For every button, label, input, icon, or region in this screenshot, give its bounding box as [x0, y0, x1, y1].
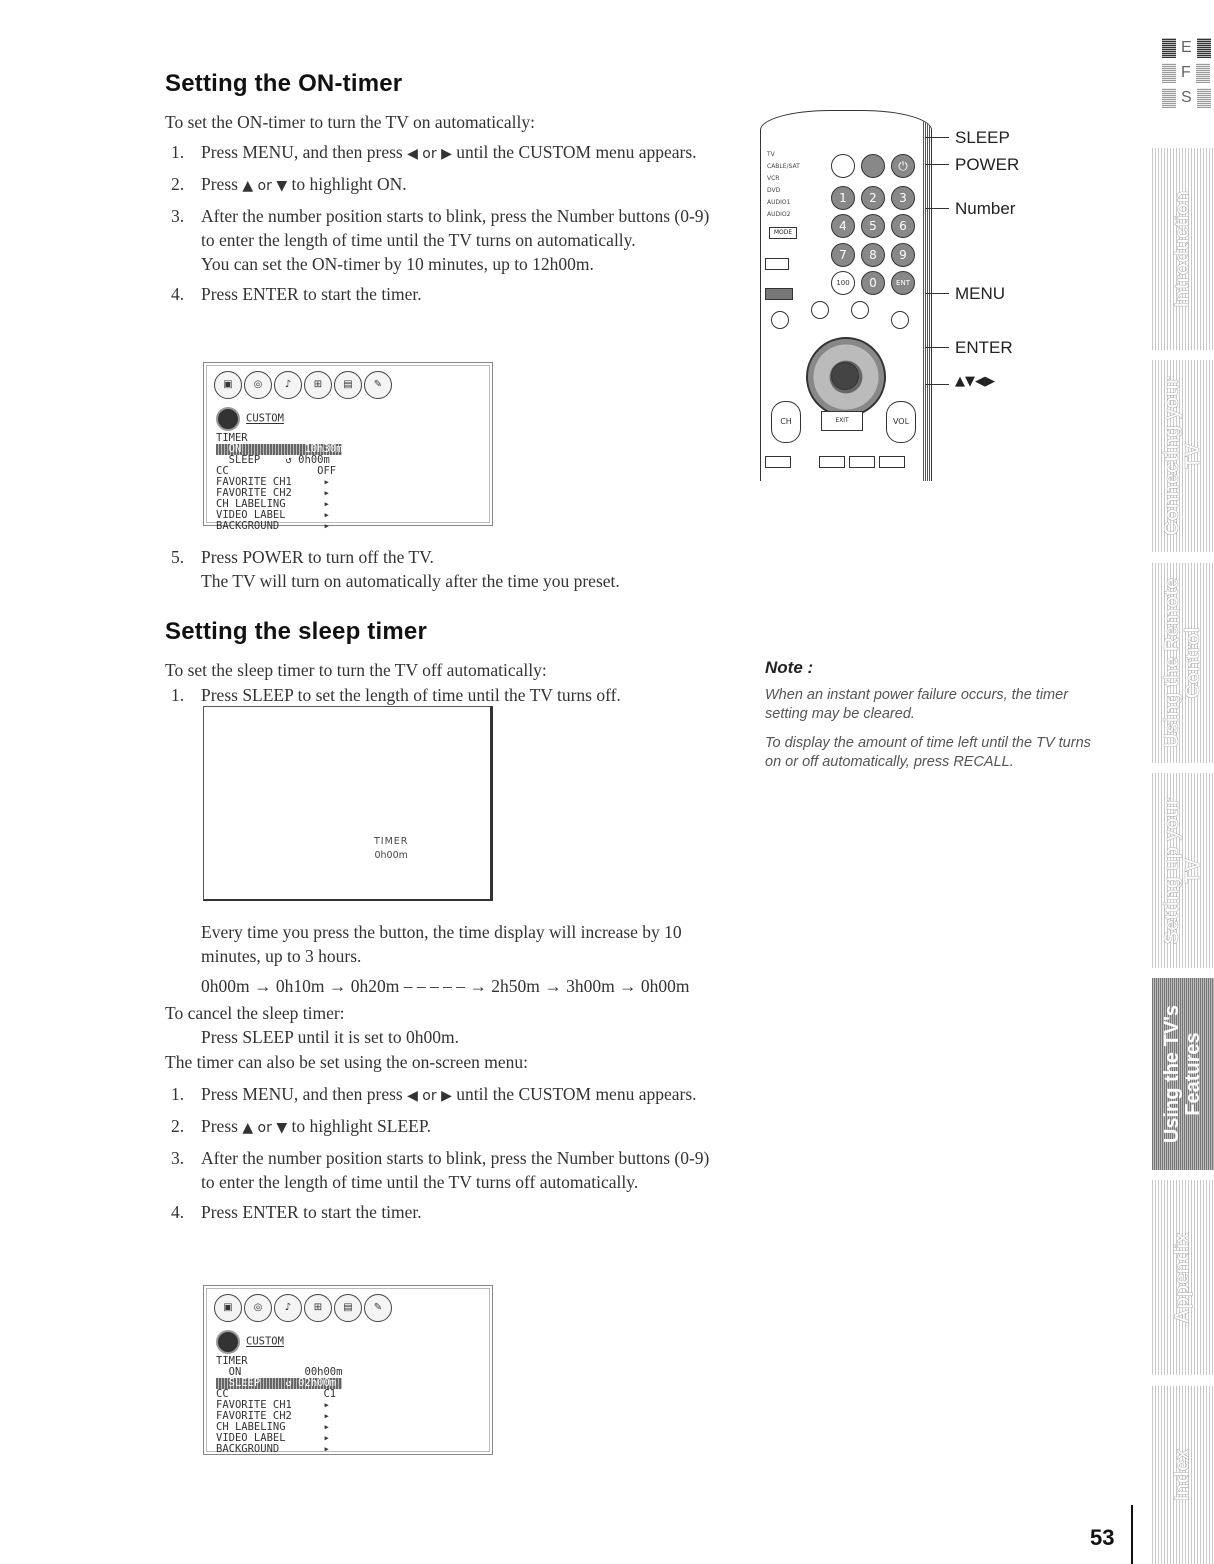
- osd-row: TIMER: [216, 1355, 248, 1367]
- note-line-1: When an instant power failure occurs, the timer setting may be cleared.: [765, 687, 1069, 722]
- osd-menu-icons: [214, 1294, 392, 1322]
- sleep-button: [861, 154, 885, 178]
- language-tab-spanish[interactable]: S: [1162, 85, 1214, 110]
- callout-enter: ENTER: [955, 338, 1013, 357]
- up-down-arrows-icon: ▲ or ▼: [242, 178, 288, 194]
- light-button: [831, 154, 855, 178]
- audio-icon: ◎: [244, 371, 272, 399]
- osd-row: TIMER: [216, 432, 248, 444]
- enter-button: [831, 362, 859, 390]
- sleep-timer-intro: To set the sleep timer to turn the TV off automatically:: [165, 660, 547, 680]
- page-number: 53: [1090, 1525, 1115, 1550]
- osd-row: VIDEO LABEL ▸: [216, 509, 330, 521]
- menu-intro: The timer can also be set using the on-screen menu:: [165, 1052, 529, 1072]
- audio-icon: ◎: [244, 1294, 272, 1322]
- cancel-intro: To cancel the sleep timer:: [165, 1003, 345, 1023]
- tab-connecting-your-tv[interactable]: Connecting your TV: [1152, 360, 1214, 552]
- callout-sleep: SLEEP: [955, 128, 1010, 147]
- number-5-button: 5: [861, 214, 885, 238]
- osd-row-highlighted: ON 10h30m: [216, 443, 343, 455]
- osd-row: BACKGROUND ▸: [216, 520, 330, 532]
- sleep-timer-menu-steps: [165, 1082, 725, 1224]
- number-8-button: 8: [861, 243, 885, 267]
- list-item: 1. Press MENU, and then press ◀ or ▶ until the CUSTOM menu appears.: [171, 1084, 697, 1104]
- picture-icon: ▣: [214, 371, 242, 399]
- sleep-timer-screen: [203, 706, 493, 901]
- recall-bottom-button: [849, 456, 875, 468]
- callout-menu: MENU: [955, 284, 1006, 303]
- hundred-button: 100: [831, 271, 855, 295]
- input-button: [819, 456, 845, 468]
- music-icon: ♪: [274, 1294, 302, 1322]
- tab-using-the-tvs-features[interactable]: Using the TV's Features: [1152, 978, 1214, 1170]
- osd-row: FAVORITE CH2 ▸: [216, 487, 330, 499]
- note-heading: Note :: [765, 658, 814, 677]
- number-3-button: 3: [891, 186, 915, 210]
- list-item: 1. Press MENU, and then press ◀ or ▶ until the CUSTOM menu appears.: [171, 142, 697, 162]
- language-tab-english[interactable]: E: [1162, 35, 1214, 60]
- list-item: 3. After the number position starts to blink, press the Number buttons (0-9) to enter the length of time until the TV turns on automatically. You can set the ON-timer by 10 minutes, up to 12h00m.: [171, 206, 710, 274]
- custom-badge-icon: [216, 1330, 240, 1354]
- number-2-button: 2: [861, 186, 885, 210]
- number-4-button: 4: [831, 214, 855, 238]
- osd-row: CH LABELING ▸: [216, 1421, 330, 1433]
- custom-badge-icon: [216, 407, 240, 431]
- number-6-button: 6: [891, 214, 915, 238]
- left-right-arrows-icon: ◀ or ▶: [407, 1088, 452, 1104]
- tab-appendix[interactable]: Appendix: [1152, 1180, 1214, 1375]
- osd-row: VIDEO LABEL ▸: [216, 1432, 330, 1444]
- osd-menu-icons: [214, 371, 392, 399]
- sequence-text: 0h00m → 0h10m → 0h20m – – – – – → 2h50m → 3h00m → 0h00m: [201, 976, 690, 996]
- mode-button: MODE: [769, 227, 797, 239]
- exit-button: EXIT: [821, 411, 863, 431]
- osd-row: CC C1: [216, 1388, 337, 1400]
- guide-button: [771, 311, 789, 329]
- callout-number: Number: [955, 199, 1016, 218]
- note-line-2: To display the amount of time left until the TV turns on or off automatically, press RECALL.: [765, 735, 1091, 770]
- custom-icon: ▤: [334, 371, 362, 399]
- fav-scan-button: [891, 311, 909, 329]
- osd-custom-menu-on-timer: [203, 362, 493, 532]
- osd-row: ON 00h00m: [216, 1366, 343, 1378]
- edit-icon: ✎: [364, 371, 392, 399]
- setup-icon: ⊞: [304, 371, 332, 399]
- timer-label: TIMER: [374, 836, 409, 847]
- on-timer-step-5: [165, 545, 725, 593]
- on-timer-intro: To set the ON-timer to turn the TV on automatically:: [165, 112, 535, 132]
- left-right-arrows-icon: ◀ or ▶: [407, 146, 452, 162]
- osd-menu-list: [216, 407, 342, 532]
- tab-introduction[interactable]: Introduction: [1152, 148, 1214, 350]
- ch-rtn-button: [765, 456, 791, 468]
- tab-using-the-remote-control[interactable]: Using the Remote Control: [1152, 563, 1214, 763]
- osd-row: CC OFF: [216, 465, 337, 477]
- music-icon: ♪: [274, 371, 302, 399]
- every-time-text: Every time you press the button, the time display will increase by 10 minutes, up to 3 hours.: [201, 922, 682, 966]
- list-item: 4. Press ENTER to start the timer.: [171, 284, 422, 304]
- channel-rocker: CH: [771, 401, 801, 443]
- sleep-timer-step-1: [165, 683, 725, 707]
- osd-row: FAVORITE CH1 ▸: [216, 1399, 330, 1411]
- remote-control-illustration: [760, 110, 932, 481]
- list-item: 1. Press SLEEP to set the length of time until the TV turns off.: [171, 685, 621, 705]
- osd-menu-list: [216, 1330, 342, 1455]
- number-9-button: 9: [891, 243, 915, 267]
- timer-value: 0h00m: [374, 850, 408, 861]
- osd-row: SLEEP ↺ 0h00m: [216, 454, 330, 466]
- callout-power: POWER: [955, 155, 1020, 174]
- ent-button: ENT: [891, 271, 915, 295]
- osd-custom-menu-sleep: [203, 1285, 493, 1455]
- osd-row: BACKGROUND ▸: [216, 1443, 330, 1455]
- favorite-button: [851, 301, 869, 319]
- source-labels: TV CABLE/SAT VCR DVD AUDIO1 AUDIO2: [767, 151, 800, 218]
- custom-icon: ▤: [334, 1294, 362, 1322]
- volume-rocker: VOL: [886, 401, 916, 443]
- page-number-rule: [1131, 1505, 1133, 1564]
- menu-button: [765, 288, 793, 300]
- number-7-button: 7: [831, 243, 855, 267]
- section-heading-sleep-timer: Setting the sleep timer: [165, 618, 427, 645]
- section-heading-on-timer: Setting the ON-timer: [165, 70, 403, 97]
- osd-row-highlighted: SLEEP ↺ 02h00m: [216, 1378, 342, 1389]
- language-tab-french[interactable]: F: [1162, 60, 1214, 85]
- picture-icon: ▣: [214, 1294, 242, 1322]
- number-0-button: 0: [861, 271, 885, 295]
- list-item: 3. After the number position starts to blink, press the Number buttons (0-9) to enter the length of time until the TV turns off automatically.: [171, 1148, 710, 1192]
- callout-arrows: ▲▼◀▶: [955, 374, 995, 389]
- osd-row: FAVORITE CH2 ▸: [216, 1410, 330, 1422]
- number-1-button: 1: [831, 186, 855, 210]
- osd-menu-title: CUSTOM: [246, 412, 284, 425]
- list-item: 4. Press ENTER to start the timer.: [171, 1202, 422, 1222]
- list-item: 2. Press ▲ or ▼ to highlight SLEEP.: [171, 1116, 431, 1136]
- edit-icon: ✎: [364, 1294, 392, 1322]
- tab-index[interactable]: Index: [1152, 1386, 1214, 1564]
- osd-row: CH LABELING ▸: [216, 498, 330, 510]
- mute-button: [879, 456, 905, 468]
- timer-display: [374, 835, 408, 863]
- language-tabs: [1162, 35, 1214, 110]
- power-button: ⏻: [891, 154, 915, 178]
- recall-button: [765, 258, 789, 270]
- osd-row: FAVORITE CH1 ▸: [216, 476, 330, 488]
- up-down-arrows-icon: ▲ or ▼: [242, 1120, 288, 1136]
- list-item: 2. Press ▲ or ▼ to highlight ON.: [171, 174, 407, 194]
- on-timer-steps: [165, 140, 725, 306]
- tab-setting-up-your-tv[interactable]: Setting up your TV: [1152, 773, 1214, 968]
- list-item: 5. Press POWER to turn off the TV. The TV will turn on automatically after the time you preset.: [171, 547, 620, 591]
- cancel-text: Press SLEEP until it is set to 0h00m.: [201, 1027, 459, 1047]
- osd-menu-title: CUSTOM: [246, 1335, 284, 1348]
- setup-icon: ⊞: [304, 1294, 332, 1322]
- info-button: [811, 301, 829, 319]
